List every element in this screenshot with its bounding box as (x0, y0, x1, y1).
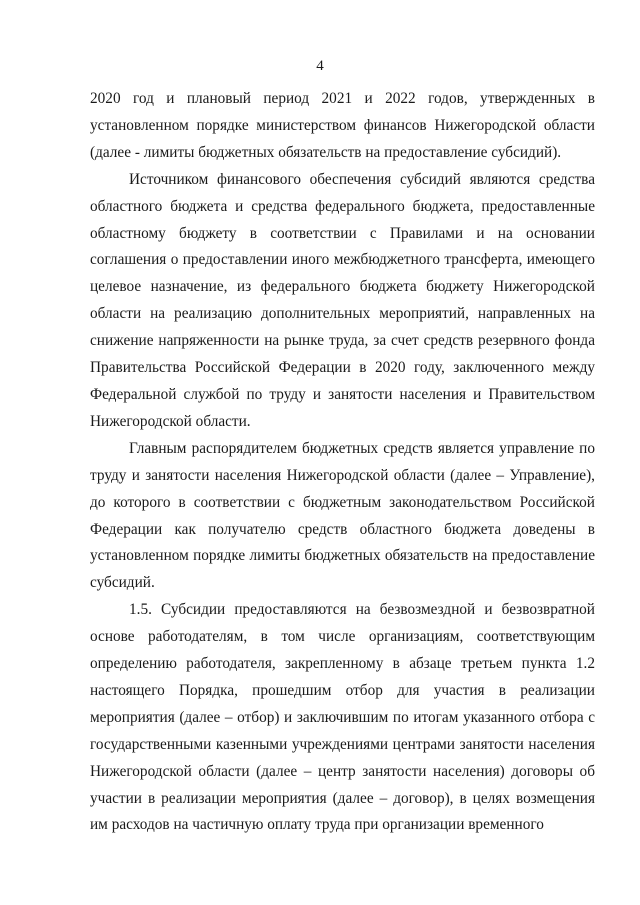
paragraph-continuation: 2020 год и плановый период 2021 и 2022 годов, утвержденных в установленном порядке министерством финансов Нижегородской области (далее - лимиты бюджетных обязательств на предоставление субсидий). (90, 90, 595, 161)
paragraph-funding-source: Источником финансового обеспечения субсидий являются средства областного бюджета и средства федерального бюджета, предоставленные областному бюджету в соответствии с Правилами и на основании соглашения о предоставлении иного межбюджетного трансферта, имеющего целевое назначение, из федерального бюджета бюджету Нижегородской области на реализацию дополнительных мероприятий, направленных на снижение напряженности на рынке труда, за счет средств резервного фонда Правительства Российской Федерации в 2020 году, заключенного между Федеральной службой по труду и занятости населения и Правительством Нижегородской области. (90, 170, 595, 430)
paragraph-clause-1-5: 1.5. Субсидии предоставляются на безвозмездной и безвозвратной основе работодателям, в том числе организациям, соответствующим определению работодателя, закрепленному в абзаце третьем пункта 1.2 настоящего Порядка, прошедшим отбор для участия в реализации мероприятия (далее – отбор) и заключившим по итогам указанного отбора с государственными казенными учреждениями центрами занятости населения Нижегородской области (далее – центр занятости населения) договоры об участии в реализации мероприятия (далее – договор), в целях возмещения им расходов на частичную оплату труда при организации временного (90, 601, 595, 834)
paragraph-budget-manager: Главным распорядителем бюджетных средств является управление по труду и занятости населения Нижегородской области (далее – Управление), до которого в соответствии с бюджетным законодательством Российской Федерации как получателю средств областного бюджета доведены в установленном порядке лимиты бюджетных обязательств на предоставление субсидий. (90, 439, 595, 592)
document-body (90, 86, 595, 839)
page-number: 4 (316, 58, 324, 74)
